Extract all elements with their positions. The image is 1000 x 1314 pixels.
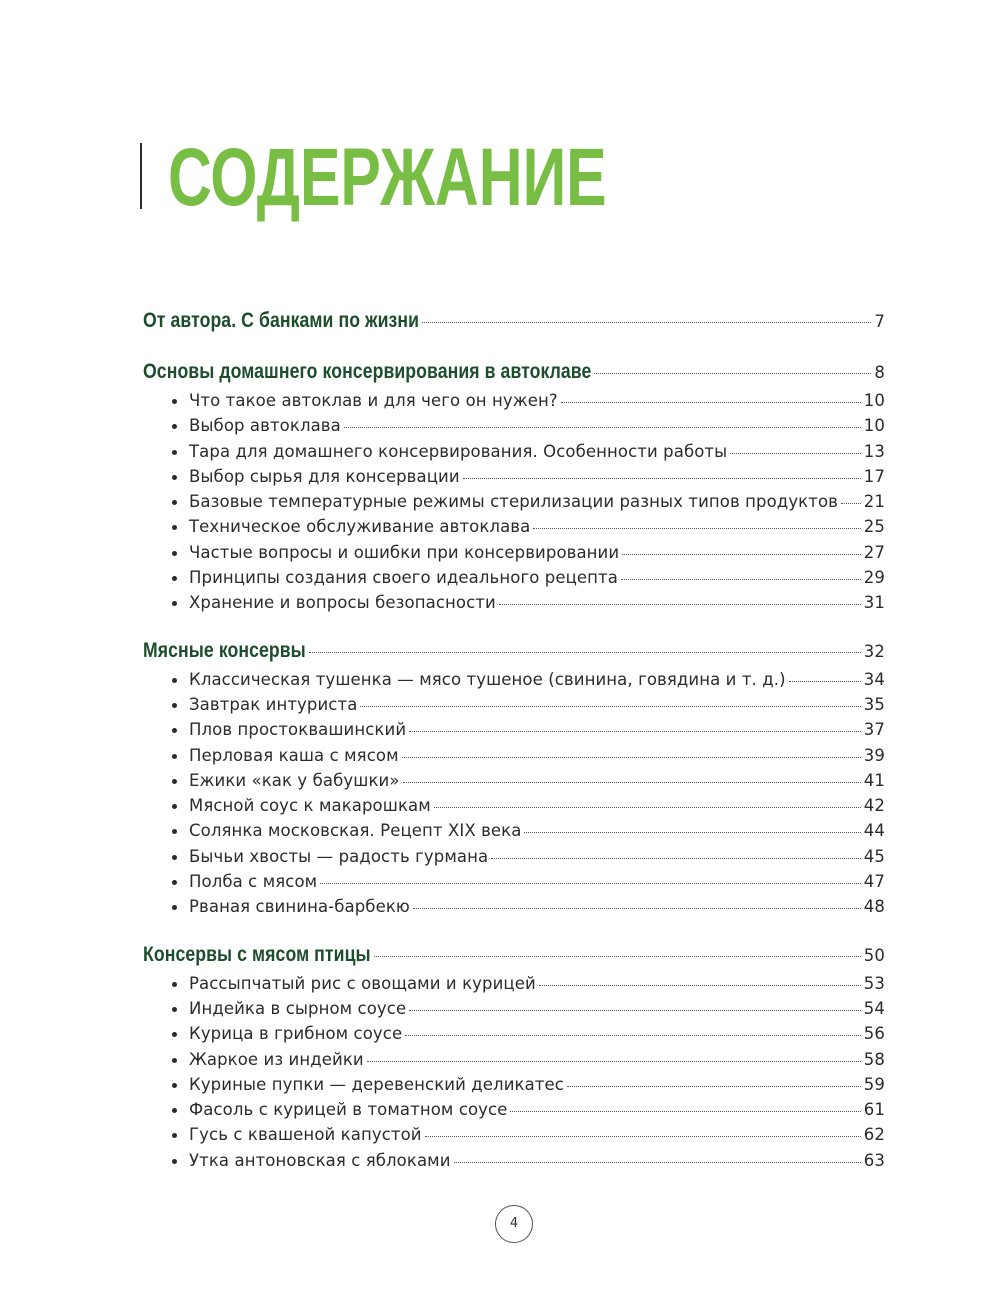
toc-entry[interactable] bbox=[143, 869, 885, 894]
bullet-icon bbox=[172, 1159, 177, 1164]
toc-entry[interactable] bbox=[143, 717, 885, 742]
page-ref: 45 bbox=[863, 846, 885, 866]
dot-leader bbox=[374, 955, 861, 957]
page-ref: 61 bbox=[863, 1100, 885, 1120]
toc-entry[interactable] bbox=[143, 540, 885, 565]
dot-leader bbox=[561, 401, 861, 403]
entry-title: Ежики «как у бабушки» bbox=[189, 770, 400, 790]
toc-entry[interactable] bbox=[143, 413, 885, 438]
dot-leader bbox=[409, 730, 861, 732]
page-ref: 25 bbox=[863, 517, 885, 537]
table-of-contents bbox=[143, 305, 885, 1192]
toc-entry[interactable] bbox=[143, 464, 885, 489]
toc-entry[interactable] bbox=[143, 1122, 885, 1147]
page-ref: 42 bbox=[863, 796, 885, 816]
dot-leader bbox=[539, 984, 861, 986]
page-ref: 39 bbox=[863, 745, 885, 765]
dot-leader bbox=[360, 705, 860, 707]
toc-entry[interactable] bbox=[143, 388, 885, 413]
entry-title: Курица в грибном соусе bbox=[189, 1024, 403, 1044]
entry-title: Базовые температурные режимы стерилизации разных типов продуктов bbox=[189, 492, 838, 512]
page-ref: 44 bbox=[863, 821, 885, 841]
dot-leader bbox=[621, 578, 861, 580]
bullet-icon bbox=[172, 754, 177, 759]
section-title: Мясные консервы bbox=[143, 638, 306, 662]
dot-leader bbox=[491, 857, 861, 859]
toc-section-heading[interactable] bbox=[143, 356, 885, 388]
toc-section bbox=[143, 356, 885, 616]
toc-section bbox=[143, 939, 885, 1173]
page-ref: 50 bbox=[863, 945, 885, 965]
entry-title: Куриные пупки — деревенский деликатес bbox=[189, 1074, 564, 1094]
entry-title: Завтрак интуриста bbox=[189, 694, 358, 714]
page-ref: 47 bbox=[863, 872, 885, 892]
toc-entry[interactable] bbox=[143, 565, 885, 590]
toc-entry[interactable] bbox=[143, 768, 885, 793]
dot-leader bbox=[454, 1161, 861, 1163]
page-ref: 21 bbox=[863, 492, 885, 512]
entry-title: Индейка в сырном соусе bbox=[189, 998, 407, 1018]
dot-leader bbox=[405, 1034, 861, 1036]
dot-leader bbox=[402, 756, 861, 758]
entry-title: Что такое автоклав и для чего он нужен? bbox=[189, 391, 558, 410]
section-title: Консервы с мясом птицы bbox=[143, 942, 371, 966]
page-ref: 56 bbox=[863, 1024, 885, 1044]
entry-title: Утка антоновская с яблоками bbox=[189, 1150, 451, 1170]
title-accent-bar bbox=[140, 143, 142, 209]
page-ref: 41 bbox=[863, 770, 885, 790]
bullet-icon bbox=[172, 475, 177, 480]
bullet-icon bbox=[172, 1083, 177, 1088]
page-ref: 54 bbox=[863, 998, 885, 1018]
toc-entry[interactable] bbox=[143, 818, 885, 843]
toc-section bbox=[143, 305, 885, 337]
entry-title: Техническое обслуживание автоклава bbox=[189, 517, 531, 537]
dot-leader bbox=[533, 527, 860, 529]
toc-entry[interactable] bbox=[143, 1148, 885, 1173]
toc-section bbox=[143, 635, 885, 920]
page-ref: 7 bbox=[874, 312, 885, 331]
entry-title: Рассыпчатый рис с овощами и курицей bbox=[189, 973, 536, 993]
dot-leader bbox=[499, 603, 861, 605]
dot-leader bbox=[622, 553, 861, 555]
dot-leader bbox=[425, 1135, 861, 1137]
dot-leader bbox=[730, 452, 861, 454]
section-title: Основы домашнего консервирования в автоклаве bbox=[143, 360, 592, 383]
entry-title: Бычьи хвосты — радость гурмана bbox=[189, 846, 489, 866]
dot-leader bbox=[463, 477, 861, 479]
entry-title: Классическая тушенка — мясо тушеное (свинина, говядина и т. д.) bbox=[189, 669, 786, 689]
entry-title: Мясной соус к макарошкам bbox=[189, 796, 431, 816]
toc-entry[interactable] bbox=[143, 996, 885, 1021]
page-ref: 10 bbox=[863, 391, 885, 410]
toc-entry[interactable] bbox=[143, 590, 885, 615]
dot-leader bbox=[309, 651, 861, 653]
toc-section-heading[interactable] bbox=[143, 305, 885, 337]
entry-title: Полба с мясом bbox=[189, 872, 318, 892]
dot-leader bbox=[409, 1009, 861, 1011]
toc-entry[interactable] bbox=[143, 1047, 885, 1072]
dot-leader bbox=[434, 806, 861, 808]
page-number: 4 bbox=[495, 1205, 533, 1243]
toc-entry[interactable] bbox=[143, 971, 885, 996]
page-ref: 53 bbox=[863, 973, 885, 993]
toc-entry[interactable] bbox=[143, 1072, 885, 1097]
entry-title: Тара для домашнего консервирования. Особенности работы bbox=[189, 441, 728, 461]
dot-leader bbox=[567, 1085, 861, 1087]
page-ref: 58 bbox=[863, 1049, 885, 1069]
dot-leader bbox=[320, 882, 861, 884]
toc-entry[interactable] bbox=[143, 844, 885, 869]
page-title: СОДЕРЖАНИЕ bbox=[168, 132, 607, 223]
page-ref: 32 bbox=[863, 641, 885, 661]
bullet-icon bbox=[172, 982, 177, 987]
dot-leader bbox=[367, 1060, 861, 1062]
page-ref: 10 bbox=[863, 416, 885, 436]
toc-entry[interactable] bbox=[143, 692, 885, 717]
entry-title: Солянка московская. Рецепт XIX века bbox=[189, 821, 522, 841]
dot-leader bbox=[524, 831, 860, 833]
toc-entry[interactable] bbox=[143, 1021, 885, 1046]
page-ref: 35 bbox=[863, 694, 885, 714]
page-ref: 31 bbox=[863, 593, 885, 613]
toc-entry[interactable] bbox=[143, 667, 885, 692]
entry-title: Хранение и вопросы безопасности bbox=[189, 593, 496, 613]
page-ref: 63 bbox=[863, 1150, 885, 1170]
bullet-icon bbox=[172, 450, 177, 455]
page-ref: 34 bbox=[863, 669, 885, 689]
entry-title: Частые вопросы и ошибки при консервировании bbox=[189, 542, 620, 562]
bullet-icon bbox=[172, 703, 177, 708]
entry-title: Выбор автоклава bbox=[189, 416, 341, 436]
toc-section-heading[interactable] bbox=[143, 635, 885, 667]
toc-section-heading[interactable] bbox=[143, 939, 885, 971]
toc-entry[interactable] bbox=[143, 514, 885, 539]
toc-entry[interactable] bbox=[143, 489, 885, 514]
entry-title: Перловая каша с мясом bbox=[189, 745, 399, 765]
dot-leader bbox=[510, 1110, 860, 1112]
page-ref: 27 bbox=[863, 542, 885, 562]
toc-entry[interactable] bbox=[143, 894, 885, 919]
entry-title: Жаркое из индейки bbox=[189, 1049, 364, 1069]
dot-leader bbox=[344, 426, 861, 428]
page-ref: 29 bbox=[863, 568, 885, 588]
bullet-icon bbox=[172, 779, 177, 784]
section-title: От автора. С банками по жизни bbox=[143, 309, 420, 332]
entry-title: Принципы создания своего идеального рецепта bbox=[189, 568, 618, 588]
dot-leader bbox=[594, 372, 871, 374]
dot-leader bbox=[789, 680, 861, 682]
page-ref: 8 bbox=[874, 363, 885, 382]
page-ref: 62 bbox=[863, 1125, 885, 1145]
bullet-icon bbox=[172, 855, 177, 860]
bullet-icon bbox=[172, 1058, 177, 1063]
entry-title: Выбор сырья для консервации bbox=[189, 466, 460, 486]
page-ref: 37 bbox=[863, 720, 885, 740]
toc-entry[interactable] bbox=[143, 793, 885, 818]
dot-leader bbox=[403, 781, 861, 783]
bullet-icon bbox=[172, 678, 177, 683]
entry-title: Плов простоквашинский bbox=[189, 720, 407, 740]
bullet-icon bbox=[172, 551, 177, 556]
page-ref: 59 bbox=[863, 1074, 885, 1094]
bullet-icon bbox=[172, 399, 177, 404]
entry-title: Рваная свинина-барбекю bbox=[189, 897, 410, 917]
entry-title: Фасоль с курицей в томатном соусе bbox=[189, 1100, 508, 1120]
bullet-icon bbox=[172, 1007, 177, 1012]
toc-entry[interactable] bbox=[143, 743, 885, 768]
dot-leader bbox=[413, 907, 861, 909]
dot-leader bbox=[422, 321, 871, 323]
page-ref: 48 bbox=[863, 897, 885, 917]
page-ref: 17 bbox=[863, 466, 885, 486]
toc-entry[interactable] bbox=[143, 439, 885, 464]
toc-entry[interactable] bbox=[143, 1097, 885, 1122]
page-ref: 13 bbox=[863, 441, 885, 461]
dot-leader bbox=[841, 502, 861, 504]
entry-title: Гусь с квашеной капустой bbox=[189, 1125, 422, 1145]
